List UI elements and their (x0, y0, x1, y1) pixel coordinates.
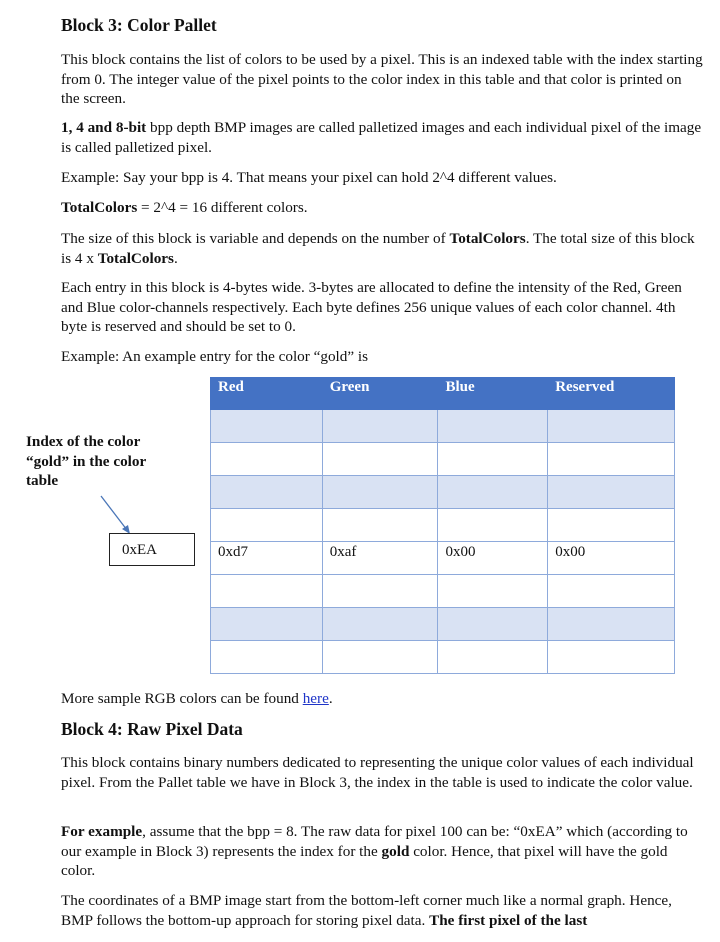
gold-green-value: 0xaf (322, 542, 438, 575)
paragraph-text: More sample RGB colors can be found (61, 690, 303, 707)
gold-index-label: Index of the color “gold” in the color table (26, 433, 146, 489)
header-blue: Blue (438, 378, 548, 410)
paragraph-text: . (328, 690, 333, 707)
paragraph-text: . (173, 249, 178, 267)
total-colors-term: TotalColors (97, 249, 174, 267)
paragraph-text: = 2^4 = 16 different colors. (137, 199, 308, 216)
header-reserved: Reserved (548, 378, 675, 410)
gold-index-box: 0xEA (109, 533, 195, 566)
paragraph-text: bpp depth BMP images are called palletized images and each individual pixel of the image is called palletized pixel. (61, 119, 702, 156)
for-example-term: For example (61, 823, 143, 840)
block3-paragraph-3: Example: Say your bpp is 4. That means your pixel can hold 2^4 different values. (61, 169, 557, 186)
block3-paragraph-6: Each entry in this block is 4-bytes wide. 3-bytes are allocated to define the intensity of the Red, Green and Blue color-channels respectively. Each byte defines 256 unique values of each color channel. 4th byte is reserved and should be set to 0. (61, 279, 682, 335)
paragraph-text: , assume that the bpp = 8. The raw data for pixel 100 can be: “0xEA” which (according to our example in Block 3) represents the index for the (61, 823, 688, 860)
gold-reserved-value: 0x00 (548, 542, 675, 575)
total-colors-term: TotalColors (449, 230, 526, 247)
block4-paragraph-3 (61, 891, 703, 930)
paragraph-text: color. Hence, that pixel will have the gold color. (61, 842, 668, 879)
block3-heading: Block 3: Color Pallet (61, 15, 217, 35)
gold-red-value: 0xd7 (211, 542, 323, 575)
block3-paragraph-7: Example: An example entry for the color “gold” is (61, 348, 369, 365)
gold-blue-value: 0x00 (438, 542, 548, 575)
paragraph-text: The size of this block is variable and depends on the number of (61, 230, 450, 247)
header-red: Red (211, 378, 323, 410)
more-colors-line (61, 689, 703, 709)
total-colors-term: TotalColors (61, 199, 138, 216)
block4-paragraph-1: This block contains binary numbers dedicated to representing the unique color values of each individual pixel. From the Pallet table we have in Block 3, the index in the table is used to indicate the color value. (61, 754, 694, 791)
bit-depths: 1, 4 and 8-bit (61, 119, 147, 136)
here-link[interactable]: here (302, 690, 329, 707)
paragraph-text: The coordinates of a BMP image start from the bottom-left corner much like a normal graph. Hence, BMP follows the bottom-up approach for storing pixel data. (61, 892, 672, 929)
first-pixel-term: The first pixel of the last (429, 911, 588, 929)
gold-term: gold (381, 842, 410, 860)
paragraph-text: . The total size of this block is 4 x (61, 230, 695, 267)
block3-paragraph-1: This block contains the list of colors to be used by a pixel. This is an indexed table with the index starting from 0. The integer value of the pixel points to the color index in this table and that color is printed on the screen. (61, 51, 703, 107)
block4-paragraph-2 (61, 822, 703, 881)
header-green: Green (322, 378, 438, 410)
block4-heading: Block 4: Raw Pixel Data (61, 719, 243, 739)
